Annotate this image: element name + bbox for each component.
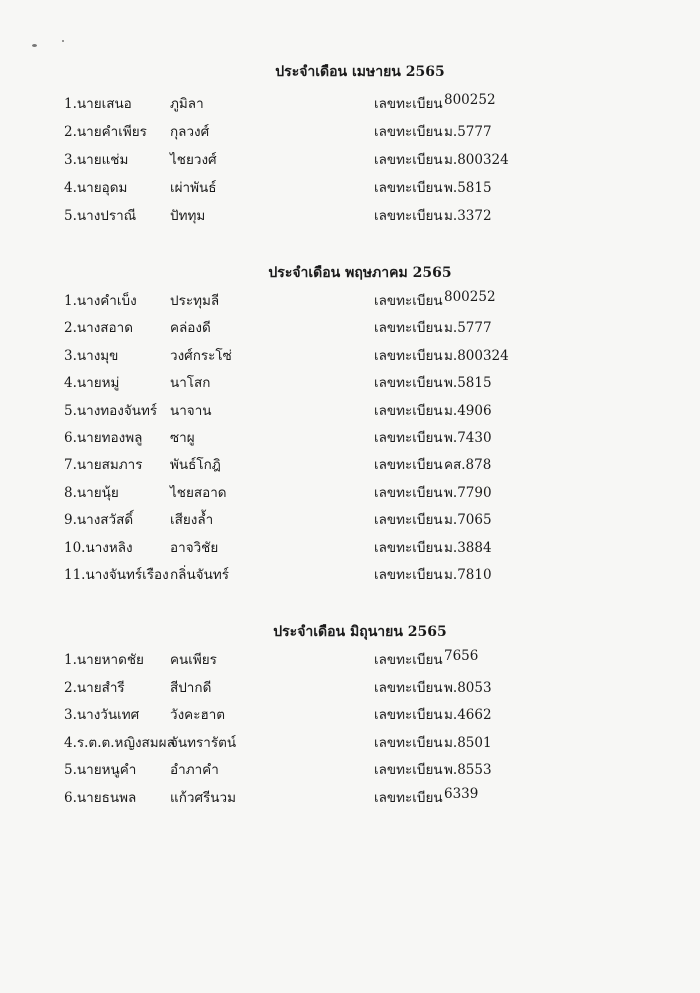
registration-number: พ.5815 <box>444 375 492 392</box>
person-name: 10.นางหลิง <box>64 539 133 556</box>
person-name: 3.นางวันเทศ <box>64 707 140 723</box>
person-surname: ซาผู <box>170 430 195 446</box>
registration-number: ม.5777 <box>444 320 492 337</box>
registration-number: ม.4662 <box>444 707 492 723</box>
registration-number: 800252 <box>444 289 496 305</box>
registration-label: เลขทะเบียน <box>374 679 443 696</box>
person-surname: คล่องดี <box>170 320 211 337</box>
person-name: 9.นางสวัสดิ์ <box>64 512 134 529</box>
section-title: ประจำเดือน พฤษภาคม 2565 <box>268 265 452 281</box>
list-item <box>0 648 700 674</box>
person-surname: ภูมิลา <box>170 96 204 112</box>
person-surname: เสียงล้ำ <box>170 512 214 529</box>
person-name: 3.นายแช่ม <box>64 152 129 168</box>
registration-label: เลขทะเบียน <box>374 293 443 309</box>
registration-number: ม.5777 <box>444 124 492 140</box>
registration-label: เลขทะเบียน <box>374 124 443 140</box>
person-surname: วงศ์กระโซ่ <box>170 347 232 364</box>
registration-number: ม.3372 <box>444 208 492 224</box>
registration-label: เลขทะเบียน <box>374 320 443 337</box>
person-surname: กุลวงศ์ <box>170 124 210 140</box>
registration-number: พ.5815 <box>444 180 492 196</box>
list-item <box>0 676 700 702</box>
person-name: 4.นายหมู่ <box>64 375 120 392</box>
registration-label: เลขทะเบียน <box>374 707 443 723</box>
person-name: 5.นางทองจันทร์ <box>64 402 158 419</box>
list-item <box>0 92 700 118</box>
person-surname: กลิ่นจันทร์ <box>170 567 229 583</box>
registration-label: เลขทะเบียน <box>374 347 443 364</box>
person-surname: เผ่าพันธ์ <box>170 180 217 196</box>
person-name: 1.นายหาดชัย <box>64 652 144 668</box>
registration-number: ม.4906 <box>444 402 492 419</box>
registration-label: เลขทะเบียน <box>374 512 443 529</box>
person-name: 2.นายสำรี <box>64 679 125 696</box>
registration-number: ม.3884 <box>444 539 492 556</box>
list-item <box>0 536 700 562</box>
list-item <box>0 176 700 202</box>
person-name: 5.นางปราณี <box>64 208 137 224</box>
person-name: 6.นายทองพลู <box>64 430 143 446</box>
registration-number: ม.7065 <box>444 512 492 529</box>
list-item <box>0 399 700 425</box>
registration-label: เลขทะเบียน <box>374 652 443 668</box>
person-surname: ไชยวงศ์ <box>170 152 217 168</box>
scan-speck <box>62 40 64 42</box>
section-title: ประจำเดือน เมษายน 2565 <box>275 64 445 80</box>
person-name: 7.นายสมภาร <box>64 457 143 474</box>
person-name: 2.นายคำเพียร <box>64 124 147 140</box>
registration-number: ม.8501 <box>444 734 492 751</box>
list-item <box>0 316 700 342</box>
person-surname: ปัททุม <box>170 208 206 224</box>
list-item <box>0 453 700 479</box>
list-item <box>0 344 700 370</box>
list-item <box>0 371 700 397</box>
list-item <box>0 120 700 146</box>
registration-number: 800252 <box>444 92 496 108</box>
registration-number: คส.878 <box>444 457 492 474</box>
list-item <box>0 731 700 757</box>
person-surname: นาโสก <box>170 375 211 392</box>
list-item <box>0 481 700 507</box>
person-name: 1.นางคำเบ็ง <box>64 293 137 309</box>
list-item <box>0 508 700 534</box>
person-surname: พันธ์โกฎิ <box>170 457 221 474</box>
person-surname: อาจวิชัย <box>170 539 219 556</box>
person-surname: นาจาน <box>170 402 212 419</box>
registration-label: เลขทะเบียน <box>374 789 443 806</box>
registration-label: เลขทะเบียน <box>374 208 443 224</box>
registration-number: พ.8053 <box>444 679 492 696</box>
person-surname: ไชยสอาด <box>170 484 227 501</box>
section-title: ประจำเดือน มิถุนายน 2565 <box>273 624 447 640</box>
registration-label: เลขทะเบียน <box>374 375 443 392</box>
person-name: 4.นายอุดม <box>64 180 128 196</box>
list-item <box>0 148 700 174</box>
registration-number: ม.7810 <box>444 567 492 583</box>
person-name: 11.นางจันทร์เรือง <box>64 567 169 583</box>
list-item <box>0 204 700 230</box>
registration-label: เลขทะเบียน <box>374 762 443 778</box>
person-name: 4.ร.ต.ต.หญิงสมผล <box>64 734 175 751</box>
person-surname: วังคะฮาต <box>170 707 226 723</box>
list-item <box>0 563 700 589</box>
person-surname: อำภาคำ <box>170 762 219 778</box>
registration-label: เลขทะเบียน <box>374 484 443 501</box>
registration-number: พ.7430 <box>444 430 492 446</box>
registration-label: เลขทะเบียน <box>374 152 443 168</box>
list-item <box>0 758 700 784</box>
list-item <box>0 289 700 315</box>
registration-number: พ.8553 <box>444 762 492 778</box>
person-name: 3.นางมุข <box>64 347 119 364</box>
registration-label: เลขทะเบียน <box>374 180 443 196</box>
registration-number: 6339 <box>444 785 479 802</box>
person-surname: แก้วศรีนวม <box>170 789 236 806</box>
person-name: 2.นางสอาด <box>64 320 133 337</box>
registration-number: ม.800324 <box>444 152 509 168</box>
person-name: 6.นายธนพล <box>64 789 137 806</box>
person-surname: สีปากดี <box>170 679 212 696</box>
registration-label: เลขทะเบียน <box>374 96 443 112</box>
list-item <box>0 786 700 812</box>
registration-number: ม.800324 <box>444 347 509 364</box>
person-name: 5.นายหนูคำ <box>64 762 137 778</box>
registration-label: เลขทะเบียน <box>374 734 443 751</box>
list-item <box>0 703 700 729</box>
registration-label: เลขทะเบียน <box>374 457 443 474</box>
person-surname: จันทรารัตน์ <box>170 734 237 751</box>
person-name: 1.นายเสนอ <box>64 96 132 112</box>
registration-label: เลขทะเบียน <box>374 539 443 556</box>
person-surname: คนเพียร <box>170 652 217 668</box>
registration-label: เลขทะเบียน <box>374 402 443 419</box>
scan-speck <box>32 44 37 47</box>
list-item <box>0 426 700 452</box>
registration-number: พ.7790 <box>444 484 492 501</box>
person-surname: ประทุมลี <box>170 293 220 309</box>
person-name: 8.นายนุ้ย <box>64 484 119 501</box>
registration-number: 7656 <box>444 648 479 664</box>
registration-label: เลขทะเบียน <box>374 430 443 446</box>
registration-label: เลขทะเบียน <box>374 567 443 583</box>
